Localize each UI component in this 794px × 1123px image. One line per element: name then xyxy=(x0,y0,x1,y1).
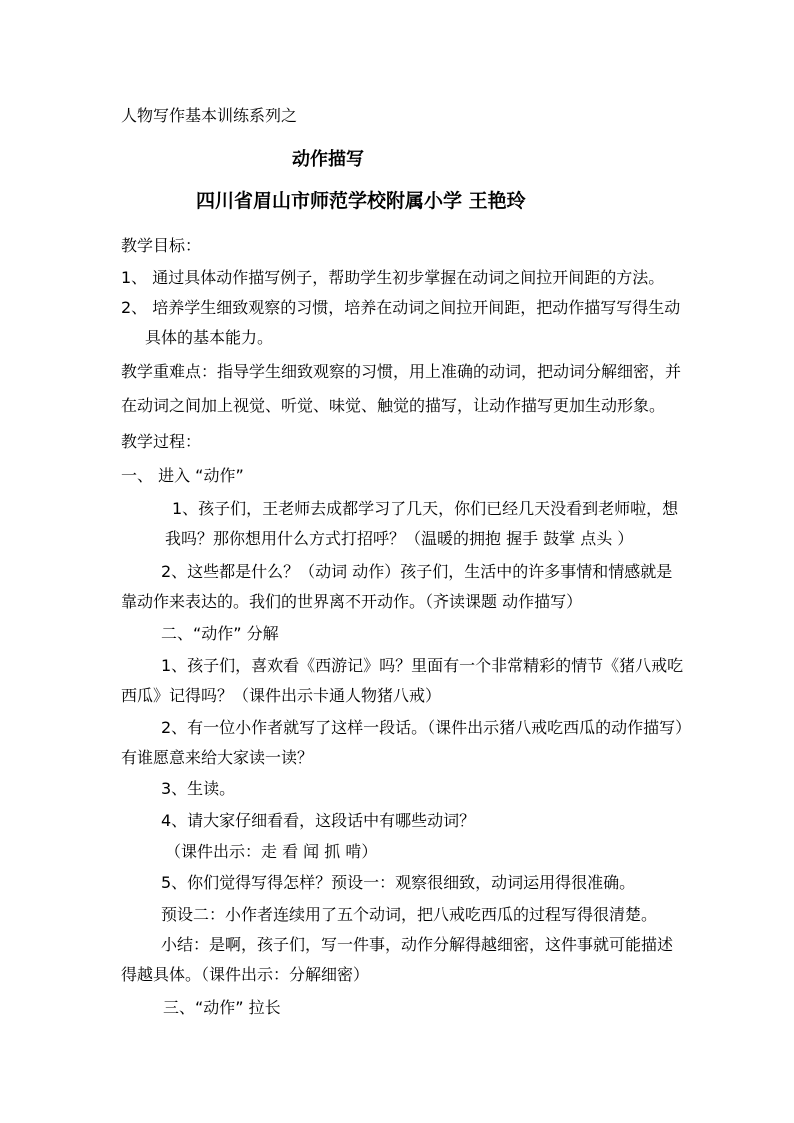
section-heading: 一、 进入 “动作” xyxy=(121,466,244,485)
author-line: 四川省眉山市师范学校附属小学 王艳玲 xyxy=(196,190,526,212)
goals-heading: 教学目标： xyxy=(121,236,202,255)
goal-item-continuation: 具体的基本能力。 xyxy=(145,328,274,347)
paragraph-continuation: 西瓜》记得吗？（课件出示卡通人物猪八戒） xyxy=(121,686,442,705)
paragraph: 2、有一位小作者就写了这样一段话。（课件出示猪八戒吃西瓜的动作描写） xyxy=(161,718,692,737)
paragraph-continuation: 有谁愿意来给大家读一读？ xyxy=(121,748,314,767)
section-heading: 二、“动作” 分解 xyxy=(161,624,279,643)
summary-paragraph: 小结：是啊，孩子们，写一件事，动作分解得越细密，这件事就可能描述 xyxy=(161,935,674,954)
goal-item: 1、 通过具体动作描写例子，帮助学生初步掌握在动词之间拉开间距的方法。 xyxy=(121,268,665,287)
section-heading: 三、“动作” 拉长 xyxy=(163,998,281,1017)
focus-paragraph-continuation: 在动词之间加上视觉、听觉、味觉、触觉的描写，让动作描写更加生动形象。 xyxy=(121,396,666,415)
paragraph: 2、这些都是什么？（动词 动作）孩子们，生活中的许多事情和情感就是 xyxy=(161,562,673,581)
summary-paragraph-continuation: 得越具体。（课件出示：分解细密） xyxy=(121,965,370,984)
paragraph: 3、生读。 xyxy=(161,779,236,798)
page-title: 动作描写 xyxy=(292,149,364,170)
focus-paragraph: 教学重难点：指导学生细致观察的习惯，用上准确的动词，把动词分解细密，并 xyxy=(121,362,682,381)
paragraph-continuation: 靠动作来表达的。我们的世界离不开动作。（齐读课题 动作描写） xyxy=(121,592,583,611)
goal-item: 2、 培养学生细致观察的习惯，培养在动词之间拉开间距，把动作描写写得生动 xyxy=(121,298,681,317)
paragraph: 1、孩子们，喜欢看《西游记》吗？里面有一个非常精彩的情节《猪八戒吃 xyxy=(161,656,684,675)
process-heading: 教学过程： xyxy=(121,432,202,451)
series-title: 人物写作基本训练系列之 xyxy=(121,106,298,125)
paragraph: 1、孩子们，王老师去成都学习了几天，你们已经几天没看到老师啦，想 xyxy=(172,499,679,518)
courseware-note: （课件出示：走 看 闻 抓 啃） xyxy=(165,842,378,861)
paragraph: 预设二：小作者连续用了五个动词，把八戒吃西瓜的过程写得很清楚。 xyxy=(161,905,658,924)
paragraph: 4、请大家仔细看看，这段话中有哪些动词？ xyxy=(161,811,476,830)
paragraph: 5、你们觉得写得怎样？预设一：观察很细致，动词运用得很准确。 xyxy=(161,873,636,892)
paragraph-continuation: 我吗？那你想用什么方式打招呼？（温暖的拥抱 握手 鼓掌 点头 ） xyxy=(165,529,634,548)
